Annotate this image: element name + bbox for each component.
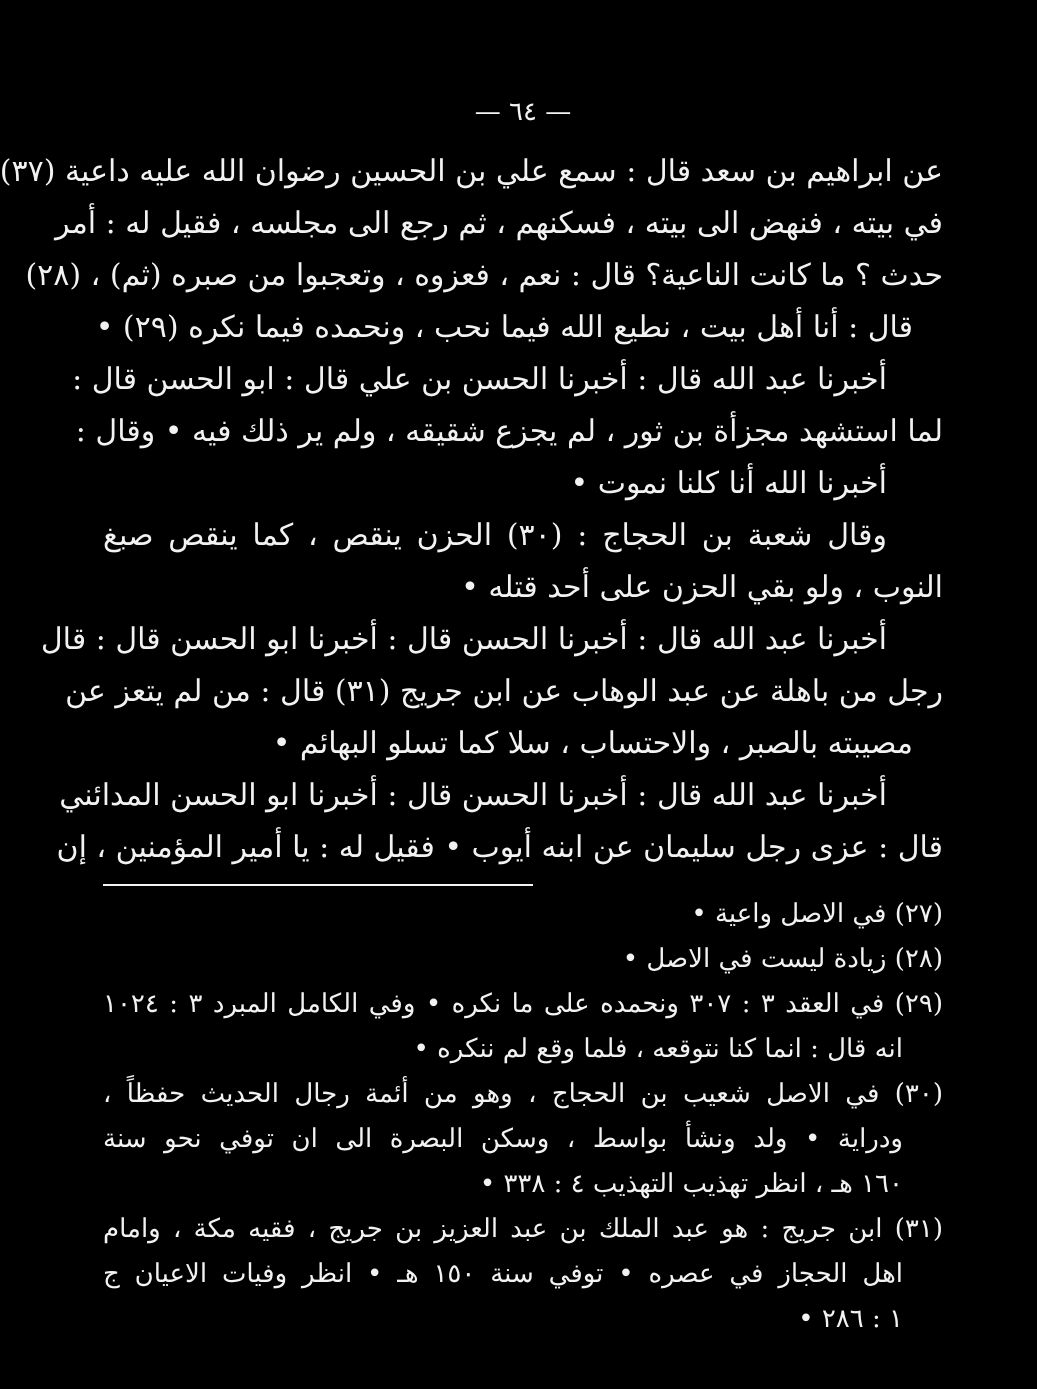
footnote-line: ودراية • ولد ونشأ بواسط ، وسكن البصرة الى ان توفي نحو سنة — [103, 1124, 903, 1154]
text-line: أخبرنا عبد الله قال : أخبرنا الحسن قال : أخبرنا ابو الحسن قال : قال — [40, 622, 887, 657]
text-line: وقال شعبة بن الحجاج : (٣٠) الحزن ينقص ، كما ينقص صبغ — [103, 518, 888, 553]
footnote-line: ١ : ٢٨٦ • — [798, 1304, 903, 1334]
text-line: أخبرنا عبد الله قال : أخبرنا الحسن قال : أخبرنا ابو الحسن المدائني — [59, 778, 887, 813]
footnote-line: انه قال : انما كنا نتوقعه ، فلما وقع لم ننكره • — [413, 1034, 903, 1064]
text-line: قال : عزى رجل سليمان عن ابنه أيوب • فقيل له : يا أمير المؤمنين ، إن — [56, 830, 943, 865]
text-line: أخبرنا عبد الله قال : أخبرنا الحسن بن علي قال : ابو الحسن قال : — [72, 362, 887, 397]
main-text — [0, 146, 943, 874]
footnotes — [103, 892, 943, 1342]
footnote-divider — [103, 884, 533, 886]
footnote-line: (٢٧) في الاصل واعية • — [691, 899, 943, 929]
text-line: حدث ؟ ما كانت الناعية؟ قال : نعم ، فعزوه ، وتعجبوا من صبره (ثم) ، (٢٨) — [25, 258, 943, 293]
footnote-line: ١٦٠ هـ ، انظر تهذيب التهذيب ٤ : ٣٣٨ • — [479, 1169, 903, 1199]
text-line: النوب ، ولو بقي الحزن على أحد قتله • — [461, 570, 943, 605]
text-line: مصيبته بالصبر ، والاحتساب ، سلا كما تسلو البهائم • — [272, 726, 913, 761]
footnote-line: (٢٨) زيادة ليست في الاصل • — [622, 944, 943, 974]
footnote-line: (٣٠) في الاصل شعيب بن الحجاج ، وهو من أئمة رجال الحديث حفظاً ، — [103, 1079, 943, 1109]
text-line: قال : أنا أهل بيت ، نطيع الله فيما نحب ، ونحمده فيما نكره (٢٩) • — [95, 310, 913, 345]
text-line: عن ابراهيم بن سعد قال : سمع علي بن الحسين رضوان الله عليه داعية (٣٧) — [0, 154, 943, 189]
text-line: لما استشهد مجزأة بن ثور ، لم يجزع شقيقه ، ولم ير ذلك فيه • وقال : — [75, 414, 943, 449]
text-line: رجل من باهلة عن عبد الوهاب عن ابن جريج (٣١) قال : من لم يتعز عن — [65, 674, 943, 709]
text-line: في بيته ، فنهض الى بيته ، فسكنهم ، ثم رجع الى مجلسه ، فقيل له : أمر — [55, 206, 943, 241]
page-number: — ٦٤ — — [474, 97, 572, 127]
footnote-line: (٢٩) في العقد ٣ : ٣٠٧ ونحمده على ما نكره • وفي الكامل المبرد ٣ : ١٠٢٤ — [103, 989, 943, 1019]
footnote-line: اهل الحجاز في عصره • توفي سنة ١٥٠ هـ • انظر وفيات الاعيان ج — [103, 1259, 904, 1289]
text-line: أخبرنا الله أنا كلنا نموت • — [570, 466, 887, 501]
footnote-line: (٣١) ابن جريج : هو عبد الملك بن عبد العزيز بن جريج ، فقيه مكة ، وامام — [103, 1214, 943, 1244]
book-page — [0, 92, 943, 1342]
